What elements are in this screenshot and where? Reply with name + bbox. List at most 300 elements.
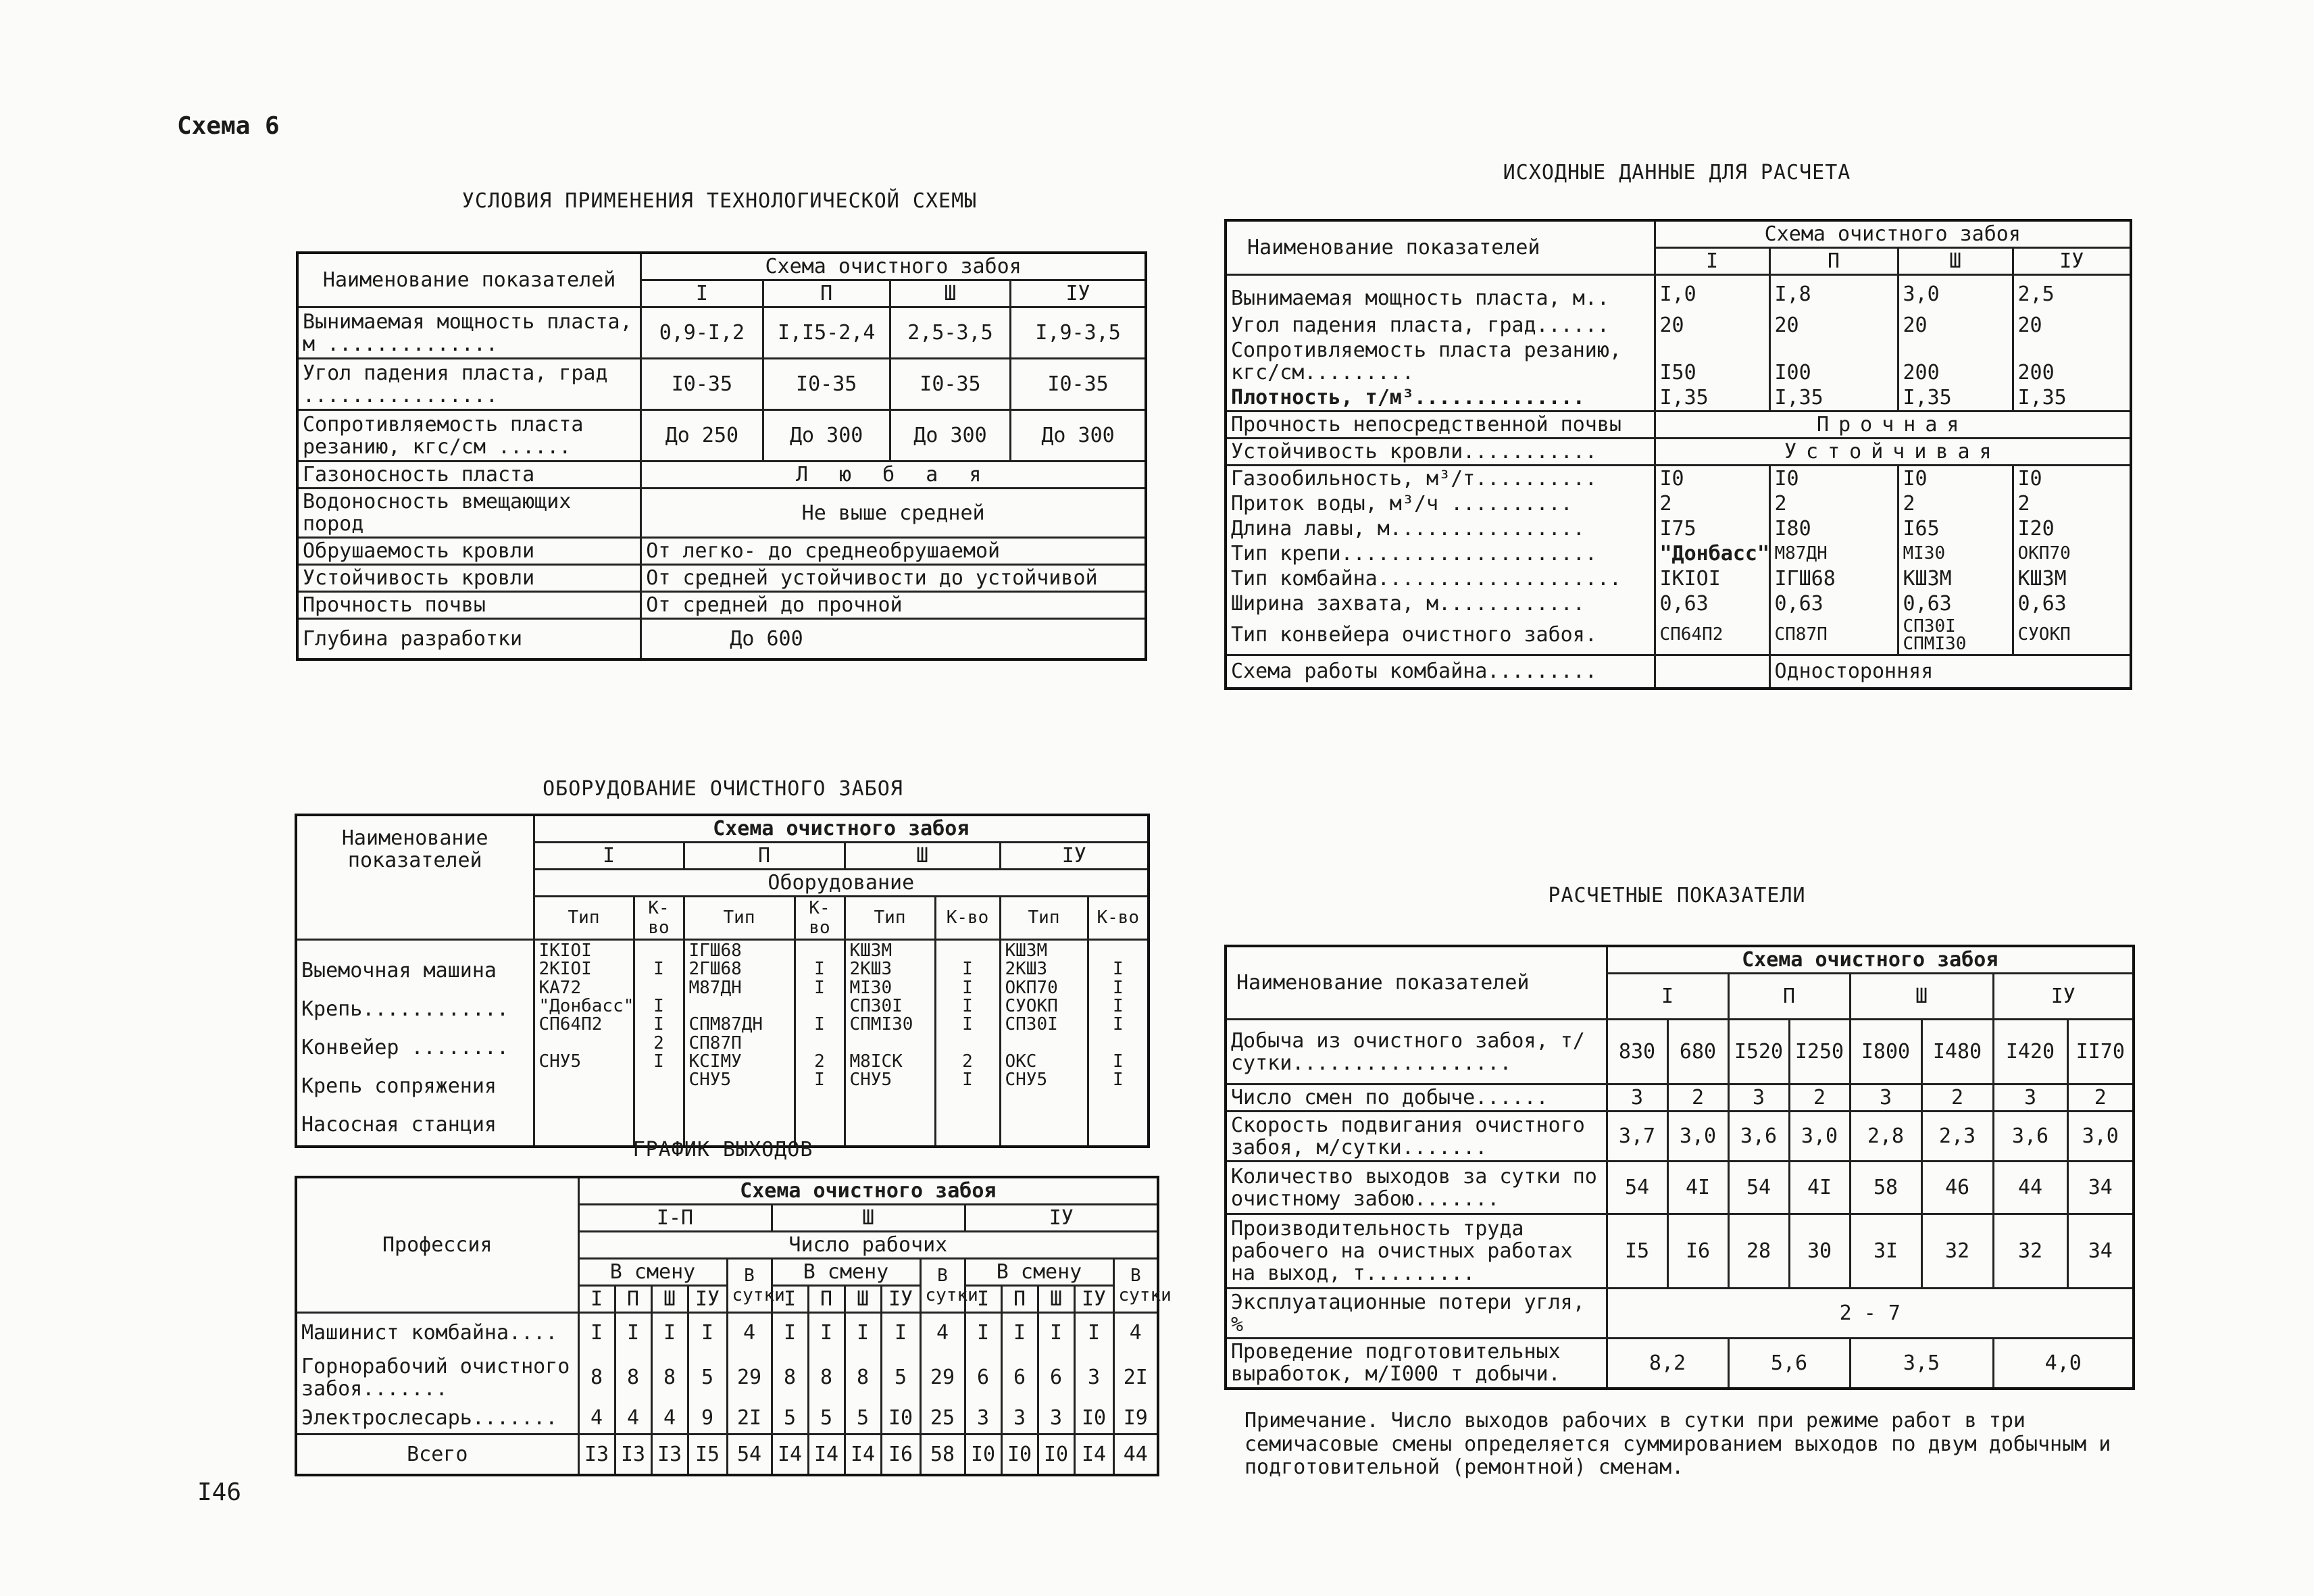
graf-cell: I0 (1001, 1435, 1038, 1475)
isx-row (1226, 338, 2131, 385)
isx-cell: СП30I СПМI30 (1898, 616, 2013, 655)
graf-shift: П (808, 1286, 845, 1313)
graf-cell: 3 (1038, 1403, 1074, 1435)
usl-row (297, 489, 1146, 538)
graf-shift: I (578, 1286, 615, 1313)
graf-cell: 8 (808, 1352, 845, 1403)
isx-row-name: Длина лавы, м................ (1226, 516, 1655, 541)
usl-cell-span: От легко- до среднеобрушаемой (641, 538, 1146, 565)
usl-row (297, 307, 1146, 359)
rasch-row (1226, 1214, 2134, 1289)
isx-cell: IГШ68 (1769, 566, 1898, 591)
isx-row-name: Угол падения пласта, град...... (1226, 313, 1655, 338)
rasch-col-scheme: Схема очистного забоя (1607, 946, 2134, 974)
usl-row-name: Прочность почвы (297, 592, 641, 619)
graf-cell: 8 (772, 1352, 808, 1403)
rasch-cell: 3,0 (2067, 1112, 2134, 1162)
rasch-cell: 8,2 (1607, 1339, 1728, 1389)
rasch-cell: 3,6 (1728, 1112, 1789, 1162)
isx-cell: 2,5 (2013, 275, 2131, 313)
rasch-scheme: IУ (1993, 974, 2134, 1020)
graf-row-name: Машинист комбайна.... (296, 1313, 578, 1352)
isx-row-name: Приток воды, м³/ч .......... (1226, 491, 1655, 516)
rasch-cell: 3,7 (1607, 1112, 1667, 1162)
graf-cell: 6 (965, 1352, 1001, 1403)
isx-cell: I0 (1769, 465, 1898, 491)
rasch-cell: 34 (2067, 1162, 2134, 1214)
rasch-cell: I5 (1607, 1214, 1667, 1289)
isx-cell: 2 (2013, 491, 2131, 516)
graf-shift: IУ (1074, 1286, 1113, 1313)
isx-row-name: Ширина захвата, м............ (1226, 591, 1655, 616)
equip-type-label: Тип (684, 897, 795, 940)
equip-body-row (296, 940, 1149, 1147)
isx-header-row (1226, 220, 2131, 248)
rasch-cell: I480 (1921, 1020, 1993, 1084)
graf-cell: 2I (727, 1403, 772, 1435)
rasch-row (1226, 1084, 2134, 1112)
rasch-header-row (1226, 946, 2134, 974)
isx-cell: IKIOI (1655, 566, 1769, 591)
graf-col-scheme: Схема очистного забоя (578, 1177, 1158, 1205)
usl-scheme: Ш (890, 280, 1010, 307)
equip-title: ОБОРУДОВАНИЕ ОЧИСТНОГО ЗАБОЯ (543, 777, 903, 801)
graf-cell: 8 (651, 1352, 688, 1403)
graf-cell: 44 (1113, 1435, 1158, 1475)
usl-cell: I0-35 (763, 359, 890, 410)
graf-shift: Ш (845, 1286, 881, 1313)
equip-qty-col: I I I 2 I (795, 940, 845, 1147)
usl-row (297, 619, 1146, 659)
graf-cell: I3 (615, 1435, 651, 1475)
rasch-cell: I800 (1850, 1020, 1921, 1084)
isx-row (1226, 438, 2131, 465)
equip-qty-label: К-во (935, 897, 1000, 940)
rasch-row-name: Проведение подготовительных выработок, м/I000 т добычи. (1226, 1339, 1607, 1389)
graf-cell: 5 (845, 1403, 881, 1435)
rasch-cell: 2 (1789, 1084, 1850, 1112)
graf-shift: Ш (651, 1286, 688, 1313)
rasch-note: Примечание. Число выходов рабочих в сутки при режиме работ в три семичасовые смены определяется суммированием выходов по двум добычным и подготовительной (ремонтной) сменам. (1244, 1409, 2111, 1479)
rasch-row-name: Производительность труда рабочего на очистных работах на выход, т......... (1226, 1214, 1607, 1289)
graf-cell: 29 (727, 1352, 772, 1403)
rasch-cell: 58 (1850, 1162, 1921, 1214)
isx-cell: 0,63 (1655, 591, 1769, 616)
graf-cell: 4 (920, 1313, 965, 1352)
equip-type-col: KШ3М 2KШ3 MI30 СП30I СПМI30 M8ICK СНУ5 (845, 940, 935, 1147)
graf-cell: I0 (965, 1435, 1001, 1475)
usl-row-name: Водоносность вмещающих пород (297, 489, 641, 538)
rasch-cell: 3,0 (1667, 1112, 1728, 1162)
usl-col-name: Наименование показателей (297, 253, 641, 307)
isx-row-name: Тип крепи..................... (1226, 541, 1655, 566)
graf-cell: I3 (578, 1435, 615, 1475)
rasch-cell: 32 (1921, 1214, 1993, 1289)
graf-cell: 3 (1001, 1403, 1038, 1435)
graf-cell: 4 (727, 1313, 772, 1352)
graf-group: I-П (578, 1205, 772, 1232)
isx-col-scheme: Схема очистного забоя (1655, 220, 2131, 248)
graf-cell: 4 (578, 1403, 615, 1435)
graf-cell: 8 (845, 1352, 881, 1403)
rasch-cell: 3 (1993, 1084, 2067, 1112)
equip-scheme: П (684, 843, 845, 870)
isx-row (1226, 275, 2131, 313)
equip-qty-col: I I I 2 I (634, 940, 684, 1147)
usl-row-name: Сопротивляемость пласта резанию, кгс/см ...... (297, 410, 641, 462)
isx-cell: I20 (2013, 516, 2131, 541)
equip-scheme: I (534, 843, 684, 870)
graf-cell: I (651, 1313, 688, 1352)
usl-scheme: IУ (1011, 280, 1146, 307)
rasch-row-name: Эксплуатационные потери угля, % (1226, 1289, 1607, 1339)
isx-title: ИСХОДНЫЕ ДАННЫЕ ДЛЯ РАСЧЕТА (1503, 161, 1851, 184)
graf-table (295, 1176, 1172, 1476)
rasch-scheme: П (1728, 974, 1850, 1020)
isx-cell: I,35 (1769, 385, 1898, 412)
rasch-cell: 4I (1789, 1162, 1850, 1214)
graf-cell: 5 (808, 1403, 845, 1435)
graf-cell: 4 (651, 1403, 688, 1435)
rasch-scheme: Ш (1850, 974, 1993, 1020)
equip-header: Оборудование (534, 870, 1149, 897)
equip-type-col: IKIOI 2KIOI KA72 "Донбасс" СП64П2 СНУ5 (534, 940, 634, 1147)
graf-cell: I9 (1113, 1403, 1158, 1435)
rasch-cell: 34 (2067, 1214, 2134, 1289)
graf-title: ГРАФИК ВЫХОДОВ (632, 1138, 813, 1162)
rasch-cell: I6 (1667, 1214, 1728, 1289)
rasch-cell: 30 (1789, 1214, 1850, 1289)
isx-cell: I,35 (1898, 385, 2013, 412)
rasch-cell: 830 (1607, 1020, 1667, 1084)
graf-row (296, 1403, 1158, 1435)
graf-cell: I4 (1074, 1435, 1113, 1475)
usl-row-name: Обрушаемость кровли (297, 538, 641, 565)
isx-cell: М87ДН (1769, 541, 1898, 566)
rasch-cell: 4I (1667, 1162, 1728, 1214)
graf-cell: I3 (651, 1435, 688, 1475)
graf-row-name: Горнорабочий очистного забоя....... (296, 1352, 578, 1403)
isx-row (1226, 616, 2131, 655)
graf-in-shift: В смену (772, 1259, 920, 1286)
isx-row-name: Прочность непосредственной почвы (1226, 411, 1655, 438)
isx-cell: I00 (1769, 338, 1898, 385)
isx-row (1226, 465, 2131, 491)
equip-scheme: Ш (845, 843, 1000, 870)
graf-per-day: В сутки (1113, 1259, 1158, 1313)
isx-cell: 0,63 (2013, 591, 2131, 616)
rasch-cell: 3,0 (1789, 1112, 1850, 1162)
usl-cell-span: От средней устойчивости до устойчивой (641, 565, 1146, 592)
isx-row-name: Схема работы комбайна......... (1226, 655, 1655, 689)
rasch-row-name: Количество выходов за сутки по очистному забою....... (1226, 1162, 1607, 1214)
isx-cell: 20 (1898, 313, 2013, 338)
rasch-cell: 2 (2067, 1084, 2134, 1112)
isx-cell: I75 (1655, 516, 1769, 541)
scheme-label: Схема 6 (177, 112, 280, 140)
isx-cell: I65 (1898, 516, 2013, 541)
equip-col-scheme: Схема очистного забоя (534, 815, 1149, 843)
graf-in-shift: В смену (578, 1259, 727, 1286)
graf-cell: I0 (1074, 1403, 1113, 1435)
graf-cell: I0 (881, 1403, 920, 1435)
graf-shift: Ш (1038, 1286, 1074, 1313)
equip-type-col: IГШ68 2ГШ68 M87ДН СПМ87ДН СП87П KCIМУ СНУ5 (684, 940, 795, 1147)
usl-row (297, 410, 1146, 462)
graf-cell: 58 (920, 1435, 965, 1475)
rasch-title: РАСЧЕТНЫЕ ПОКАЗАТЕЛИ (1548, 884, 1806, 907)
isx-scheme: I (1655, 248, 1769, 275)
rasch-row-name: Скорость подвигания очистного забоя, м/сутки....... (1226, 1112, 1607, 1162)
rasch-cell: 46 (1921, 1162, 1993, 1214)
isx-cell: 0,63 (1898, 591, 2013, 616)
graf-cell: 6 (1001, 1352, 1038, 1403)
graf-header-row (296, 1177, 1158, 1205)
isx-col-name: Наименование показателей (1226, 220, 1655, 275)
rasch-row (1226, 1289, 2134, 1339)
graf-row-name: Электрослесарь....... (296, 1403, 578, 1435)
graf-per-day: В сутки (727, 1259, 772, 1313)
isx-cell: I,35 (2013, 385, 2131, 412)
isx-cell: СП64П2 (1655, 616, 1769, 655)
rasch-row-name: Добыча из очистного забоя, т/сутки.................. (1226, 1020, 1607, 1084)
isx-cell: KШ3М (2013, 566, 2131, 591)
usl-cell: До 250 (641, 410, 763, 462)
graf-shift: IУ (881, 1286, 920, 1313)
equip-col-name: Наименование показателей (296, 815, 534, 940)
graf-row-name: Всего (296, 1435, 578, 1475)
rasch-row (1226, 1112, 2134, 1162)
equip-qty-label: К-во (634, 897, 684, 940)
equip-qty-label: К-во (1088, 897, 1149, 940)
isx-cell: KШ3М (1898, 566, 2013, 591)
isx-cell: 0,63 (1769, 591, 1898, 616)
graf-cell: I (688, 1313, 727, 1352)
graf-cell: I4 (808, 1435, 845, 1475)
isx-row (1226, 385, 2131, 412)
rasch-cell: 32 (1993, 1214, 2067, 1289)
isx-cell: 200 (2013, 338, 2131, 385)
usl-cell: До 300 (1011, 410, 1146, 462)
isx-cell: 200 (1898, 338, 2013, 385)
equip-qty-label: К-во (795, 897, 845, 940)
isx-row (1226, 491, 2131, 516)
rasch-col-name: Наименование показателей (1226, 946, 1607, 1020)
equip-type-label: Тип (1000, 897, 1088, 940)
isx-row (1226, 516, 2131, 541)
usl-row (297, 538, 1146, 565)
rasch-row (1226, 1162, 2134, 1214)
isx-row-name: Сопротивляемость пласта резанию, кгс/см......... (1226, 338, 1655, 385)
graf-cell: 5 (881, 1352, 920, 1403)
usl-row (297, 462, 1146, 489)
graf-shift: П (1001, 1286, 1038, 1313)
graf-cell: 3 (965, 1403, 1001, 1435)
equip-type-col: KШ3М 2KШ3 OKП70 СУОКП СП30I OKC СНУ5 (1000, 940, 1088, 1147)
isx-row-name: Газообильность, м³/т.......... (1226, 465, 1655, 491)
graf-group: IУ (965, 1205, 1158, 1232)
isx-cell: I50 (1655, 338, 1769, 385)
rasch-scheme: I (1607, 974, 1728, 1020)
isx-cell: I,35 (1655, 385, 1769, 412)
usl-cell: I,I5-2,4 (763, 307, 890, 359)
isx-cell-span: Односторонняя (1769, 655, 2131, 689)
usl-table (296, 251, 1147, 661)
graf-col-prof: Профессия (296, 1177, 578, 1313)
rasch-cell: 3 (1850, 1084, 1921, 1112)
rasch-row-name: Число смен по добыче...... (1226, 1084, 1607, 1112)
isx-cell: I0 (1898, 465, 2013, 491)
usl-cell: I0-35 (641, 359, 763, 410)
graf-total-row (296, 1435, 1158, 1475)
graf-cell: 2I (1113, 1352, 1158, 1403)
graf-cell: I (1074, 1313, 1113, 1352)
isx-cell: 2 (1655, 491, 1769, 516)
isx-row (1226, 655, 2131, 689)
rasch-cell: 2 (1667, 1084, 1728, 1112)
equip-names: Выемочная машина Крепь............ Конвейер ........ Крепь сопряжения Насосная станция (296, 940, 534, 1147)
usl-header-row (297, 253, 1146, 280)
isx-cell: СП87П (1769, 616, 1898, 655)
rasch-cell: 5,6 (1728, 1339, 1850, 1389)
graf-cell: I6 (881, 1435, 920, 1475)
isx-row-name: Устойчивость кровли........... (1226, 438, 1655, 465)
usl-cell-span: Л ю б а я (641, 462, 1146, 489)
graf-cell: 8 (615, 1352, 651, 1403)
graf-cell: 5 (688, 1352, 727, 1403)
isx-cell: I,8 (1769, 275, 1898, 313)
graf-cell: I4 (845, 1435, 881, 1475)
rasch-cell: 3 (1607, 1084, 1667, 1112)
rasch-row (1226, 1339, 2134, 1389)
graf-cell: I (965, 1313, 1001, 1352)
usl-row-name: Устойчивость кровли (297, 565, 641, 592)
graf-shift: IУ (688, 1286, 727, 1313)
isx-cell: 3,0 (1898, 275, 2013, 313)
graf-cell: I (615, 1313, 651, 1352)
equip-type-label: Тип (534, 897, 634, 940)
isx-row (1226, 313, 2131, 338)
rasch-cell: 4,0 (1993, 1339, 2134, 1389)
isx-cell-empty (1655, 655, 1769, 689)
rasch-cell: 3,5 (1850, 1339, 1993, 1389)
isx-row-name: Тип комбайна.................... (1226, 566, 1655, 591)
graf-shift: I (965, 1286, 1001, 1313)
graf-cell: I (881, 1313, 920, 1352)
equip-scheme: IУ (1000, 843, 1149, 870)
usl-cell: I0-35 (1011, 359, 1146, 410)
isx-scheme: П (1769, 248, 1898, 275)
equip-type-label: Тип (845, 897, 935, 940)
usl-row (297, 359, 1146, 410)
rasch-cell: 54 (1728, 1162, 1789, 1214)
graf-cell: I (578, 1313, 615, 1352)
graf-cell: I (1038, 1313, 1074, 1352)
isx-cell-span: Прочная (1655, 411, 2131, 438)
isx-row (1226, 566, 2131, 591)
usl-col-scheme: Схема очистного забоя (641, 253, 1146, 280)
usl-cell-span: От средней до прочной (641, 592, 1146, 619)
usl-cell-span: Не выше средней (641, 489, 1146, 538)
equip-table (295, 814, 1150, 1148)
rasch-cell: II70 (2067, 1020, 2134, 1084)
graf-cell: I4 (772, 1435, 808, 1475)
graf-cell: I (808, 1313, 845, 1352)
graf-cell: I0 (1038, 1435, 1074, 1475)
graf-row (296, 1313, 1158, 1352)
isx-row (1226, 411, 2131, 438)
graf-shift: I (772, 1286, 808, 1313)
equip-header-row (296, 815, 1149, 843)
isx-scheme: Ш (1898, 248, 2013, 275)
isx-cell: I0 (2013, 465, 2131, 491)
graf-cell: 4 (1113, 1313, 1158, 1352)
graf-cell: 29 (920, 1352, 965, 1403)
graf-per-day: В сутки (920, 1259, 965, 1313)
isx-cell: СУОКП (2013, 616, 2131, 655)
rasch-cell-span: 2 - 7 (1607, 1289, 2134, 1339)
graf-cell: 3 (1074, 1352, 1113, 1403)
usl-cell: 0,9-I,2 (641, 307, 763, 359)
page-number: I46 (197, 1478, 242, 1506)
graf-cell: I5 (688, 1435, 727, 1475)
graf-cell: 8 (578, 1352, 615, 1403)
usl-row-name: Глубина разработки (297, 619, 641, 659)
rasch-cell: 3I (1850, 1214, 1921, 1289)
isx-row-name: Вынимаемая мощность пласта, м.. (1226, 275, 1655, 313)
isx-cell: I0 (1655, 465, 1769, 491)
rasch-cell: 3,6 (1993, 1112, 2067, 1162)
isx-cell: "Донбасс" (1655, 541, 1769, 566)
graf-workers: Число рабочих (578, 1232, 1158, 1259)
rasch-cell: 2,8 (1850, 1112, 1921, 1162)
rasch-cell: 44 (1993, 1162, 2067, 1214)
usl-row-name: Угол падения пласта, град ................ (297, 359, 641, 410)
usl-cell: 2,5-3,5 (890, 307, 1010, 359)
isx-table (1224, 219, 2132, 690)
isx-cell-span: Устойчивая (1655, 438, 2131, 465)
rasch-cell: I250 (1789, 1020, 1850, 1084)
graf-cell: 5 (772, 1403, 808, 1435)
usl-cell: До 300 (763, 410, 890, 462)
usl-cell: I0-35 (890, 359, 1010, 410)
isx-cell: I80 (1769, 516, 1898, 541)
equip-qty-col: I I I I I I (1088, 940, 1149, 1147)
equip-qty-col: I I I I 2 I (935, 940, 1000, 1147)
isx-cell: 2 (1898, 491, 2013, 516)
graf-cell: 4 (615, 1403, 651, 1435)
isx-row (1226, 591, 2131, 616)
isx-cell: 20 (1769, 313, 1898, 338)
rasch-cell: 2 (1921, 1084, 1993, 1112)
usl-cell: I,9-3,5 (1011, 307, 1146, 359)
graf-shift: П (615, 1286, 651, 1313)
isx-cell: 2 (1769, 491, 1898, 516)
usl-cell: До 300 (890, 410, 1010, 462)
graf-cell: 6 (1038, 1352, 1074, 1403)
isx-cell: I,0 (1655, 275, 1769, 313)
graf-cell: 25 (920, 1403, 965, 1435)
rasch-cell: 2,3 (1921, 1112, 1993, 1162)
isx-cell: 20 (1655, 313, 1769, 338)
graf-group: Ш (772, 1205, 965, 1232)
rasch-cell: 28 (1728, 1214, 1789, 1289)
graf-in-shift: В смену (965, 1259, 1113, 1286)
rasch-cell: 680 (1667, 1020, 1728, 1084)
graf-cell: 9 (688, 1403, 727, 1435)
usl-cell-span: До 600 (641, 619, 1146, 659)
usl-row (297, 565, 1146, 592)
